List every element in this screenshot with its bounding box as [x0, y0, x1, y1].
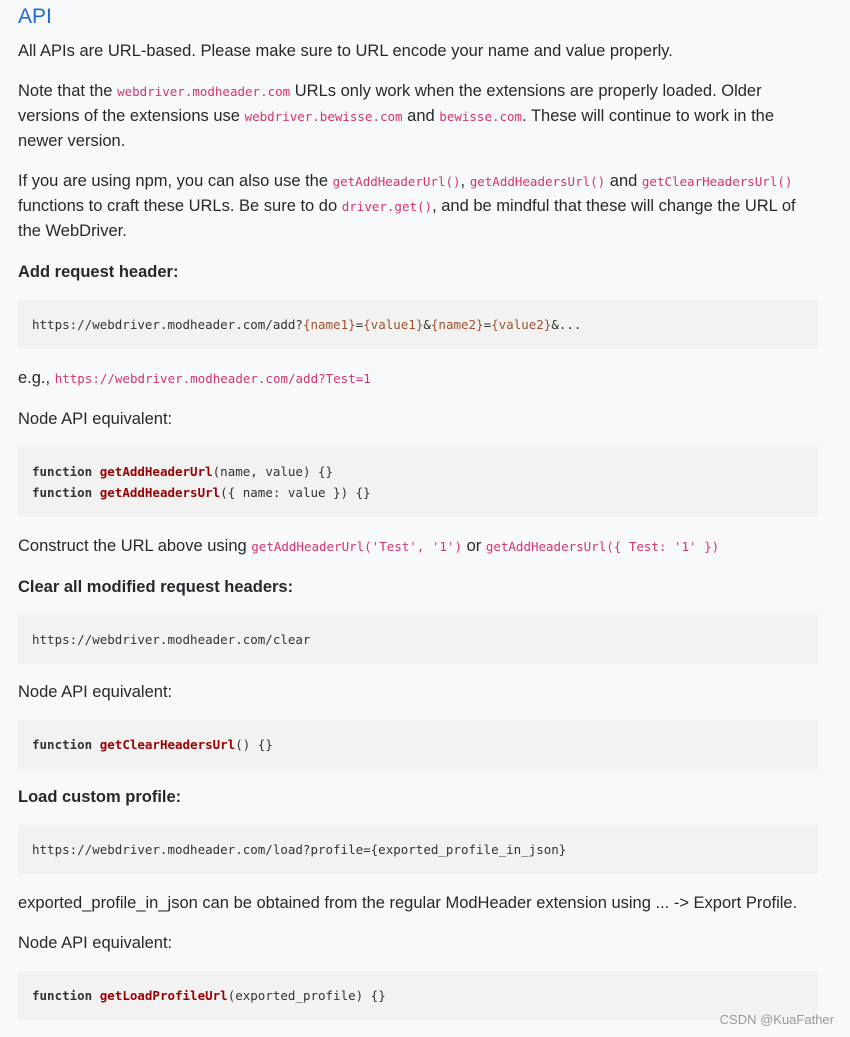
section-title: API	[18, 5, 52, 28]
construct-paragraph: Construct the URL above using getAddHeaderUrl('Test', '1') or getAddHeadersUrl({ Test: '1' })	[18, 537, 720, 555]
inline-code-bewisse: bewisse.com	[439, 109, 523, 124]
inline-code-getaddheaderurl: getAddHeaderUrl()	[332, 174, 461, 189]
inline-code-construct-single: getAddHeaderUrl('Test', '1')	[251, 539, 462, 554]
add-node-label: Node API equivalent:	[18, 410, 173, 428]
load-profile-heading: Load custom profile:	[18, 788, 182, 806]
inline-code-getaddheadersurl: getAddHeadersUrl()	[469, 174, 606, 189]
inline-code-webdriver-modheader: webdriver.modheader.com	[117, 84, 291, 99]
clear-headers-heading: Clear all modified request headers:	[18, 578, 294, 596]
add-header-heading: Add request header:	[18, 263, 179, 281]
code-line-getclearheadersurl: function getClearHeadersUrl() {}	[32, 737, 273, 752]
inline-code-getclearheadersurl: getClearHeadersUrl()	[641, 174, 793, 189]
inline-code-construct-multi: getAddHeadersUrl({ Test: '1' })	[485, 539, 720, 554]
add-example-paragraph: e.g., https://webdriver.modheader.com/add?Test=1	[18, 369, 371, 387]
load-description: exported_profile_in_json can be obtained from the regular ModHeader extension using ... -> Export Profile.	[18, 894, 798, 912]
code-line-getaddheaderurl: function getAddHeaderUrl(name, value) {}	[32, 464, 334, 479]
load-node-label: Node API equivalent:	[18, 934, 173, 952]
note-paragraph: Note that the webdriver.modheader.com URLs only work when the extensions are properly loaded. Older versions of the extensions use webdriver.bewisse.com and bewisse.com. These will continue to work in the newer version.	[18, 82, 775, 150]
inline-code-webdriver-bewisse: webdriver.bewisse.com	[244, 109, 403, 124]
clear-url-block	[18, 615, 818, 664]
watermark: CSDN @KuaFather	[719, 1012, 834, 1027]
api-doc-content	[18, 0, 818, 1020]
clear-code-block	[18, 720, 818, 769]
code-line-getloadprofileurl: function getLoadProfileUrl(exported_profile) {}	[32, 988, 386, 1003]
npm-paragraph: If you are using npm, you can also use the getAddHeaderUrl(), getAddHeadersUrl() and getClearHeadersUrl() functions to craft these URLs. Be sure to do driver.get(), and be mindful that these will change the URL of the WebDriver.	[18, 172, 796, 240]
add-url-line: https://webdriver.modheader.com/add?{name1}={value1}&{name2}={value2}&...	[32, 317, 582, 332]
add-code-block	[18, 447, 818, 517]
code-line-getaddheadersurl: function getAddHeadersUrl({ name: value }) {}	[32, 485, 371, 500]
example-url: https://webdriver.modheader.com/add?Test=1	[54, 371, 371, 386]
inline-code-driver-get: driver.get()	[341, 199, 433, 214]
add-url-block	[18, 300, 818, 349]
load-url-line: https://webdriver.modheader.com/load?profile={exported_profile_in_json}	[32, 842, 567, 857]
clear-node-label: Node API equivalent:	[18, 683, 173, 701]
clear-url-line: https://webdriver.modheader.com/clear	[32, 632, 311, 647]
intro-paragraph: All APIs are URL-based. Please make sure to URL encode your name and value properly.	[18, 42, 673, 60]
load-code-block	[18, 971, 818, 1020]
load-url-block	[18, 825, 818, 874]
